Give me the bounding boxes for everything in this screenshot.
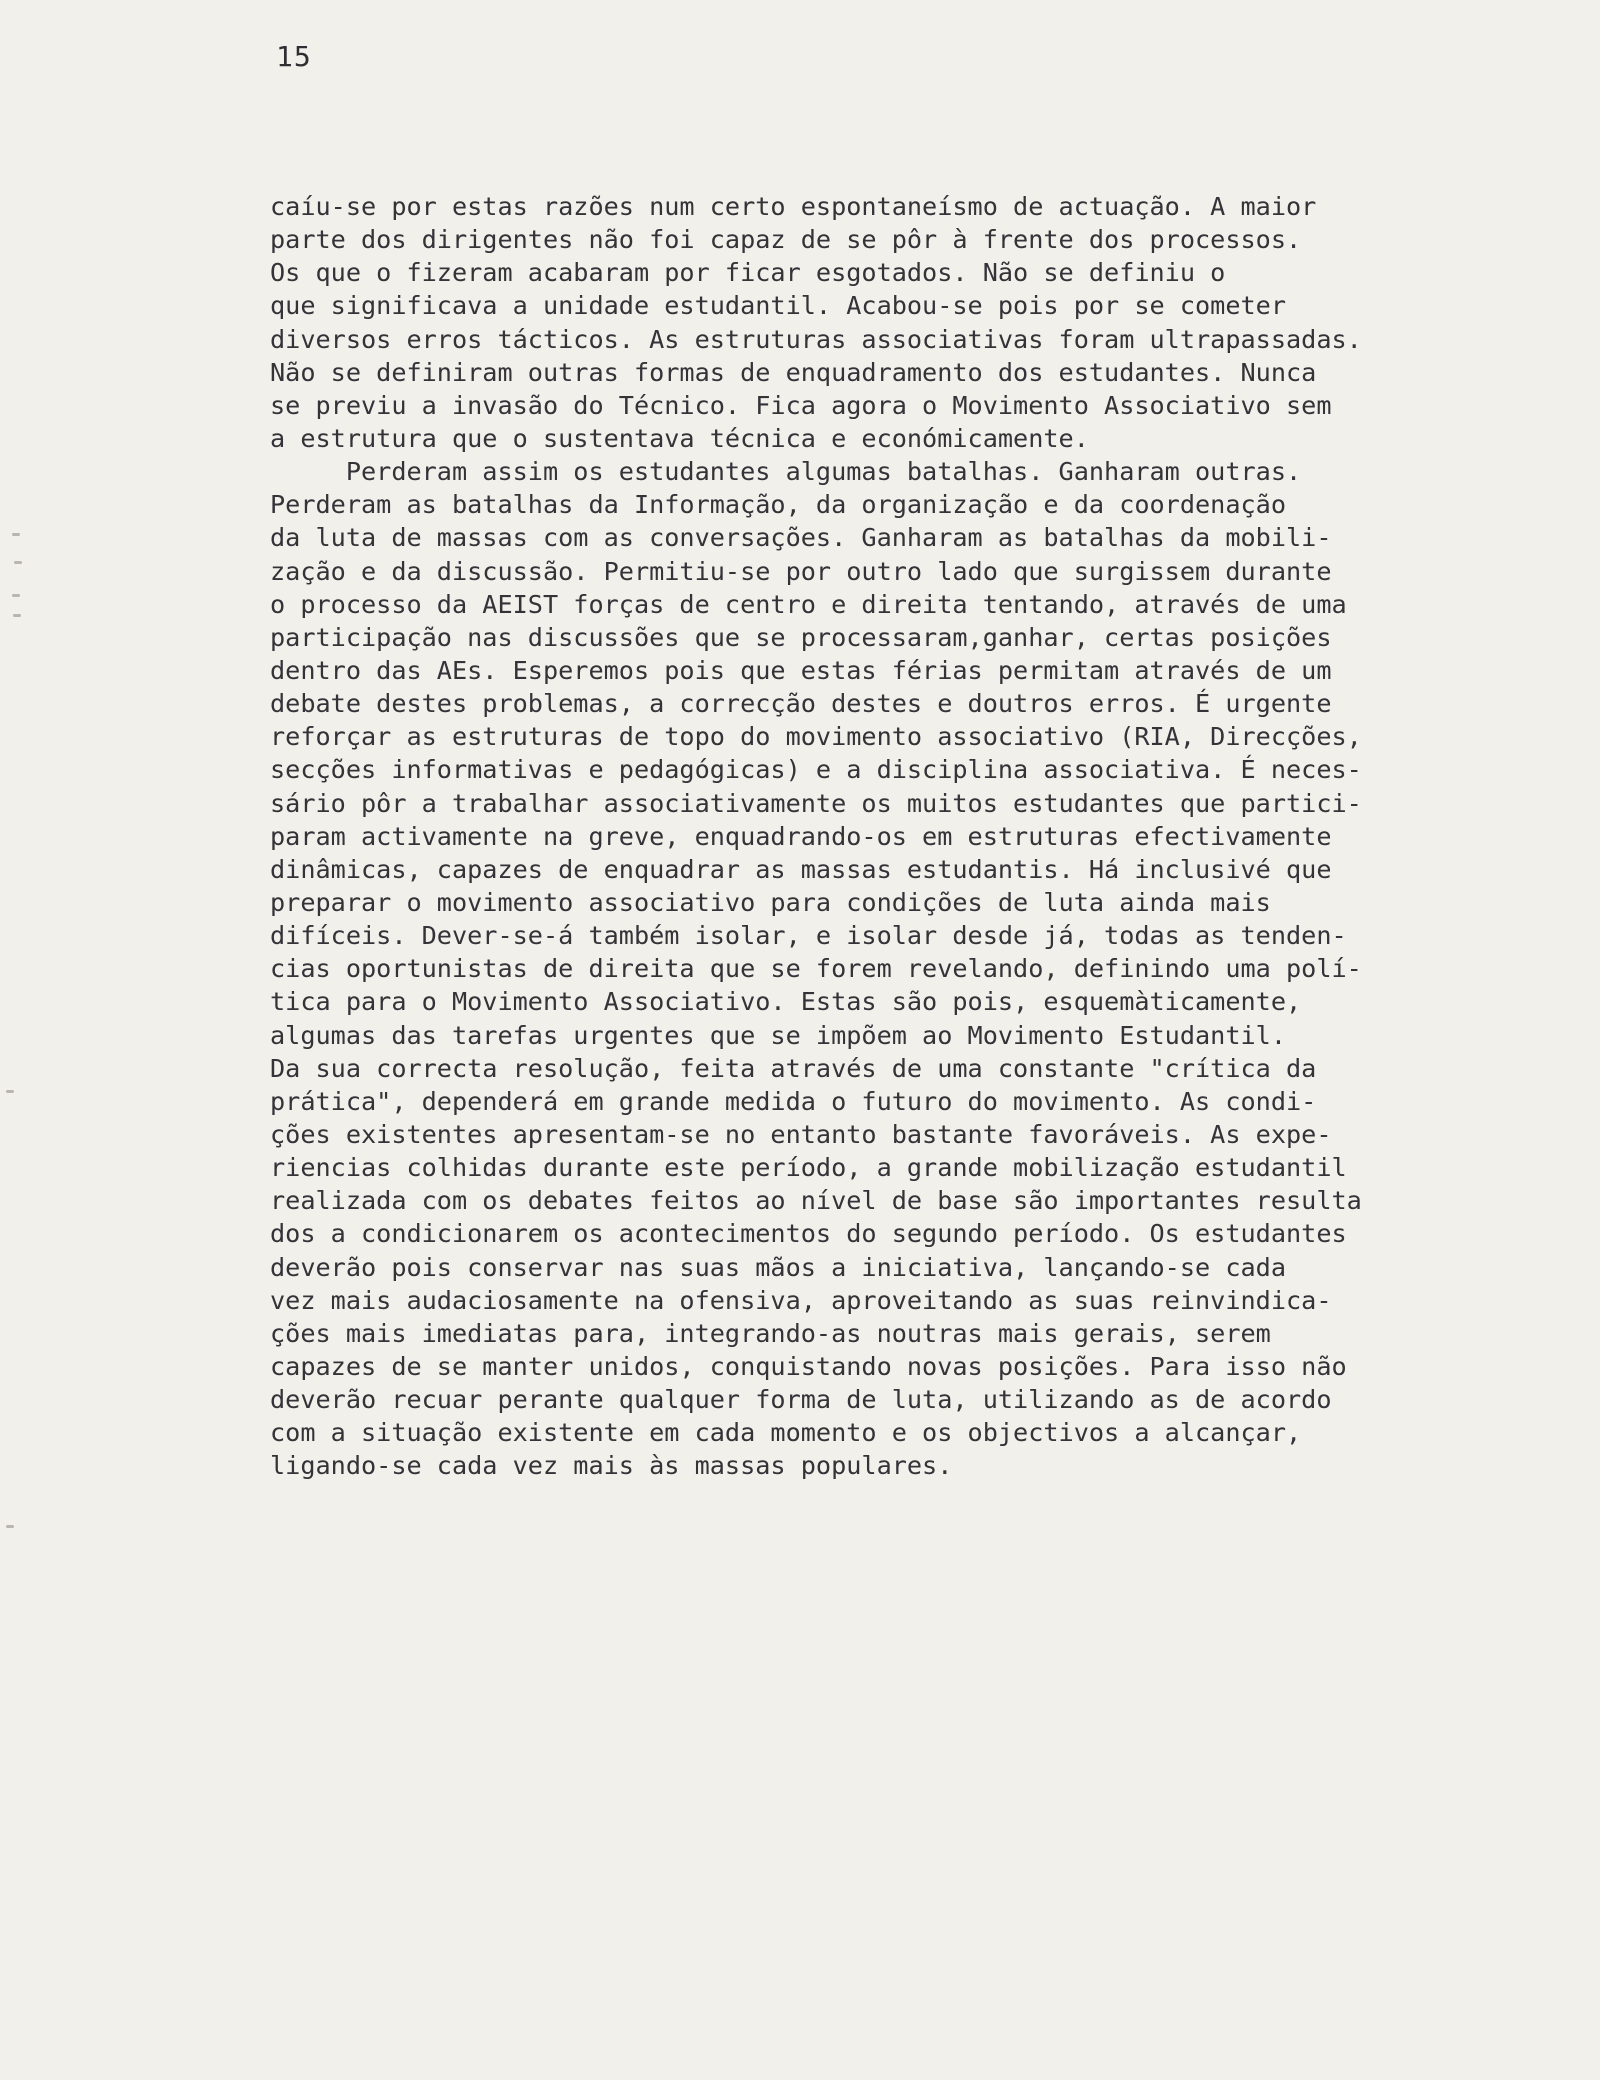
- text-line: ligando-se cada vez mais às massas populares.: [270, 1451, 953, 1481]
- text-line: diversos erros tácticos. As estruturas associativas foram ultrapassadas.: [270, 324, 1362, 354]
- text-line: debate destes problemas, a correcção destes e doutros erros. É urgente: [270, 689, 1332, 719]
- text-line: o processo da AEIST forças de centro e direita tentando, através de uma: [270, 589, 1347, 619]
- text-line: caíu-se por estas razões num certo espontaneísmo de actuação. A maior: [270, 192, 1317, 221]
- text-line: zação e da discussão. Permitiu-se por outro lado que surgissem durante: [270, 556, 1332, 586]
- document-body: [270, 190, 1545, 1482]
- text-line: a estrutura que o sustentava técnica e económicamente.: [270, 423, 1089, 453]
- text-line: realizada com os debates feitos ao nível de base são importantes resulta: [270, 1186, 1362, 1216]
- text-line: Perderam assim os estudantes algumas batalhas. Ganharam outras.: [270, 457, 1302, 487]
- text-line: deverão recuar perante qualquer forma de luta, utilizando as de acordo: [270, 1385, 1332, 1415]
- text-line: Não se definiram outras formas de enquadramento dos estudantes. Nunca: [270, 357, 1317, 387]
- text-line: ções mais imediatas para, integrando-as noutras mais gerais, serem: [270, 1318, 1271, 1348]
- text-line: dentro das AEs. Esperemos pois que estas férias permitam através de um: [270, 655, 1332, 685]
- text-line: prática", dependerá em grande medida o futuro do movimento. As condi-: [270, 1086, 1317, 1116]
- text-line: Perderam as batalhas da Informação, da organização e da coordenação: [270, 490, 1286, 520]
- text-line: Os que o fizeram acabaram por ficar esgotados. Não se definiu o: [270, 258, 1226, 288]
- text-line: dinâmicas, capazes de enquadrar as massas estudantis. Há inclusivé que: [270, 854, 1332, 884]
- text-line: participação nas discussões que se processaram,ganhar, certas posições: [270, 622, 1332, 652]
- text-line: tica para o Movimento Associativo. Estas são pois, esquemàticamente,: [270, 987, 1302, 1017]
- text-line: parte dos dirigentes não foi capaz de se pôr à frente dos processos.: [270, 225, 1302, 255]
- text-line: difíceis. Dever-se-á também isolar, e isolar desde já, todas as tenden-: [270, 921, 1347, 951]
- text-line: Da sua correcta resolução, feita através de uma constante "crítica da: [270, 1053, 1317, 1083]
- text-line: com a situação existente em cada momento e os objectivos a alcançar,: [270, 1418, 1302, 1448]
- text-line: deverão pois conservar nas suas mãos a iniciativa, lançando-se cada: [270, 1252, 1286, 1282]
- text-line: cias oportunistas de direita que se forem revelando, definindo uma polí-: [270, 954, 1362, 984]
- text-line: vez mais audaciosamente na ofensiva, aproveitando as suas reinvindica-: [270, 1285, 1332, 1315]
- text-line: param activamente na greve, enquadrando-os em estruturas efectivamente: [270, 821, 1332, 851]
- page-number: 15: [276, 40, 312, 73]
- left-margin-marks: [0, 0, 40, 2080]
- text-line: capazes de se manter unidos, conquistando novas posições. Para isso não: [270, 1351, 1347, 1381]
- text-line: preparar o movimento associativo para condições de luta ainda mais: [270, 887, 1271, 917]
- text-line: da luta de massas com as conversações. Ganharam as batalhas da mobili-: [270, 523, 1332, 553]
- text-line: secções informativas e pedagógicas) e a disciplina associativa. É neces-: [270, 755, 1362, 785]
- text-line: algumas das tarefas urgentes que se impõem ao Movimento Estudantil.: [270, 1020, 1286, 1050]
- text-line: ções existentes apresentam-se no entanto bastante favoráveis. As expe-: [270, 1119, 1332, 1149]
- text-line: riencias colhidas durante este período, a grande mobilização estudantil: [270, 1153, 1347, 1183]
- text-line: reforçar as estruturas de topo do movimento associativo (RIA, Direcções,: [270, 722, 1362, 752]
- text-line: se previu a invasão do Técnico. Fica agora o Movimento Associativo sem: [270, 390, 1332, 420]
- text-line: dos a condicionarem os acontecimentos do segundo período. Os estudantes: [270, 1219, 1347, 1249]
- text-line: que significava a unidade estudantil. Acabou-se pois por se cometer: [270, 291, 1286, 321]
- text-line: sário pôr a trabalhar associativamente os muitos estudantes que partici-: [270, 788, 1362, 818]
